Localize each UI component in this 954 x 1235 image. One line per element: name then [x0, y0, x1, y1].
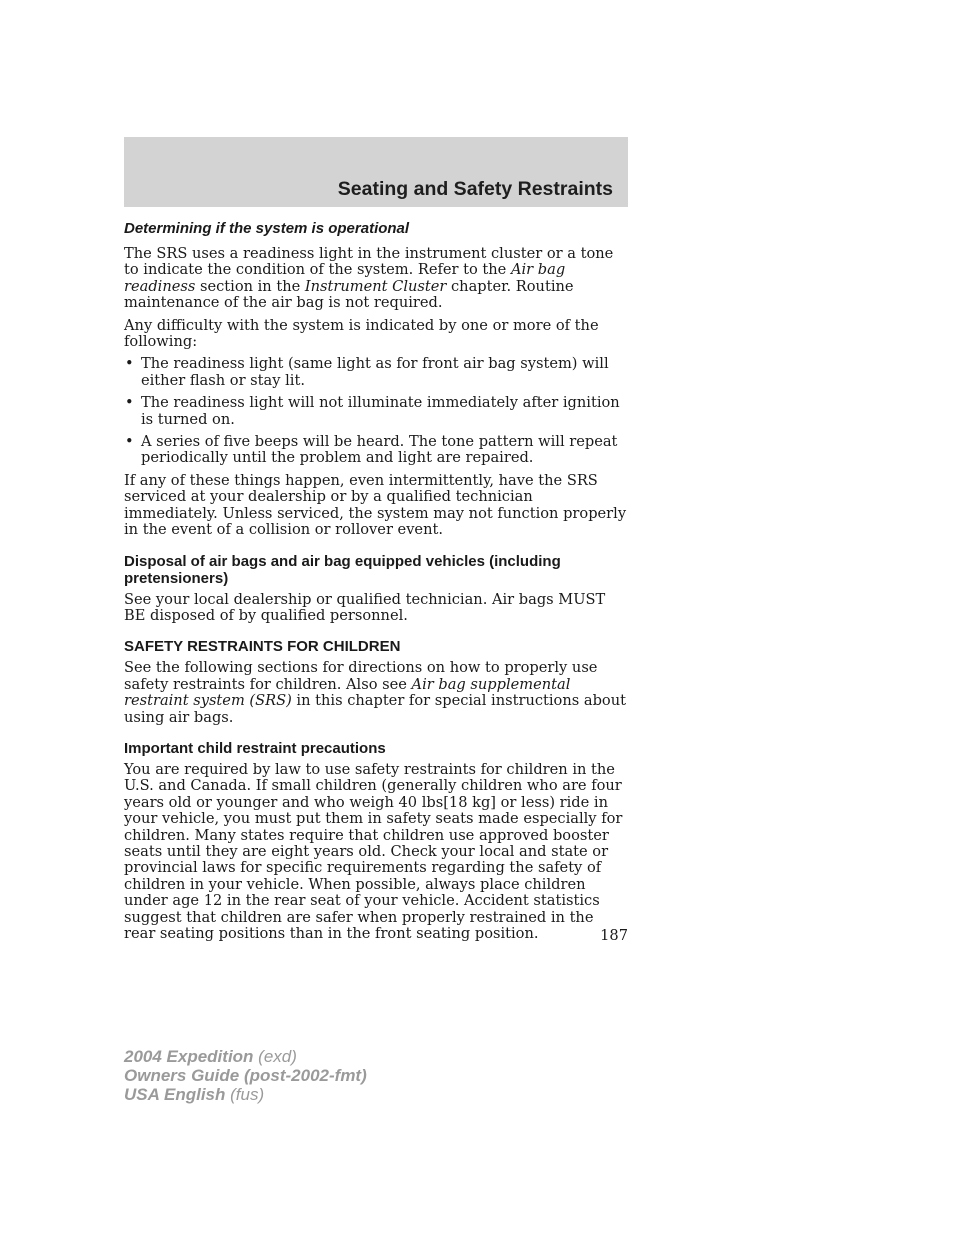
text-run: See the following sections for directions on how to properly use safety restraints for children. Also see	[124, 659, 598, 693]
page-content	[124, 220, 628, 948]
heading-disposal: Disposal of air bags and air bag equipped vehicles (including pretensioners)	[124, 552, 561, 587]
italic-reference-air-bag-readiness: Air bag readiness	[124, 261, 566, 295]
italic-reference-srs: Air bag supplemental restraint system (SRS)	[124, 675, 571, 710]
section-title: Seating and Safety Restraints	[337, 178, 613, 200]
text-run: section in the	[195, 277, 305, 295]
document-footer	[124, 1047, 367, 1104]
page-number: 187	[600, 927, 628, 944]
footer-line-language	[124, 1085, 367, 1104]
bullet-icon: •	[125, 394, 134, 412]
bullet-icon: •	[125, 355, 134, 373]
paragraph-difficulty: Any difficulty with the system is indicated by one or more of the following:	[124, 316, 599, 351]
text-run: chapter. Routine maintenance of the air bag is not required.	[124, 277, 574, 312]
list-item	[124, 434, 628, 467]
text-run: The SRS uses a readiness light in the instrument cluster or a tone to indicate the condition of the system. Refer to the	[124, 245, 614, 279]
paragraph-children-restraints	[124, 660, 628, 726]
paragraph-service-advice: If any of these things happen, even intermittently, have the SRS serviced at your dealership or by a qualified technician immediately. Unless serviced, the system may not function properly in the event of a collision or rollover event.	[124, 471, 627, 539]
italic-reference-instrument-cluster: Instrument Cluster	[304, 277, 447, 295]
paragraph-disposal: See your local dealership or qualified technician. Air bags MUST BE disposed of by qualified personnel.	[124, 590, 606, 624]
footer-line-guide	[124, 1066, 367, 1085]
text-run: in this chapter for special instructions about using air bags.	[124, 692, 626, 726]
bullet-list	[124, 356, 628, 466]
list-item-text: The readiness light (same light as for front air bag system) will either flash or stay lit.	[141, 355, 609, 389]
heading-child-precautions: Important child restraint precautions	[124, 739, 386, 757]
section-header-band	[124, 137, 628, 207]
footer-language: USA English	[124, 1085, 226, 1104]
paragraph-readiness-light	[124, 246, 628, 312]
list-item	[124, 356, 628, 389]
footer-guide-name: Owners Guide (post-2002-fmt)	[124, 1066, 367, 1085]
heading-system-operational: Determining if the system is operational	[124, 220, 410, 237]
footer-vehicle-code: (exd)	[253, 1047, 297, 1066]
footer-vehicle-name: 2004 Expedition	[124, 1047, 254, 1066]
list-item-text: The readiness light will not illuminate immediately after ignition is turned on.	[141, 394, 620, 428]
footer-language-code: (fus)	[225, 1085, 265, 1104]
list-item	[124, 395, 628, 428]
paragraph-child-precautions: You are required by law to use safety restraints for children in the U.S. and Canada. If small children (generally children who are four years old or younger and who weigh 40 lbs[18 kg] or less) ride in your vehicle, you must put them in safety seats made especially for children. Many states require that children use approved booster seats until they are eight years old. Check your local and state or provincial laws for specific requirements regarding the safety of children in your vehicle. When possible, always place children under age 12 in the rear seat of your vehicle. Accident statistics suggest that children are safer when properly restrained in the rear seating positions than in the front seating position.	[124, 760, 623, 942]
list-item-text: A series of five beeps will be heard. The tone pattern will repeat periodically until the problem and light are repaired.	[141, 433, 618, 467]
footer-line-vehicle	[124, 1047, 367, 1066]
bullet-icon: •	[125, 433, 134, 451]
heading-safety-restraints-children: SAFETY RESTRAINTS FOR CHILDREN	[124, 638, 401, 656]
